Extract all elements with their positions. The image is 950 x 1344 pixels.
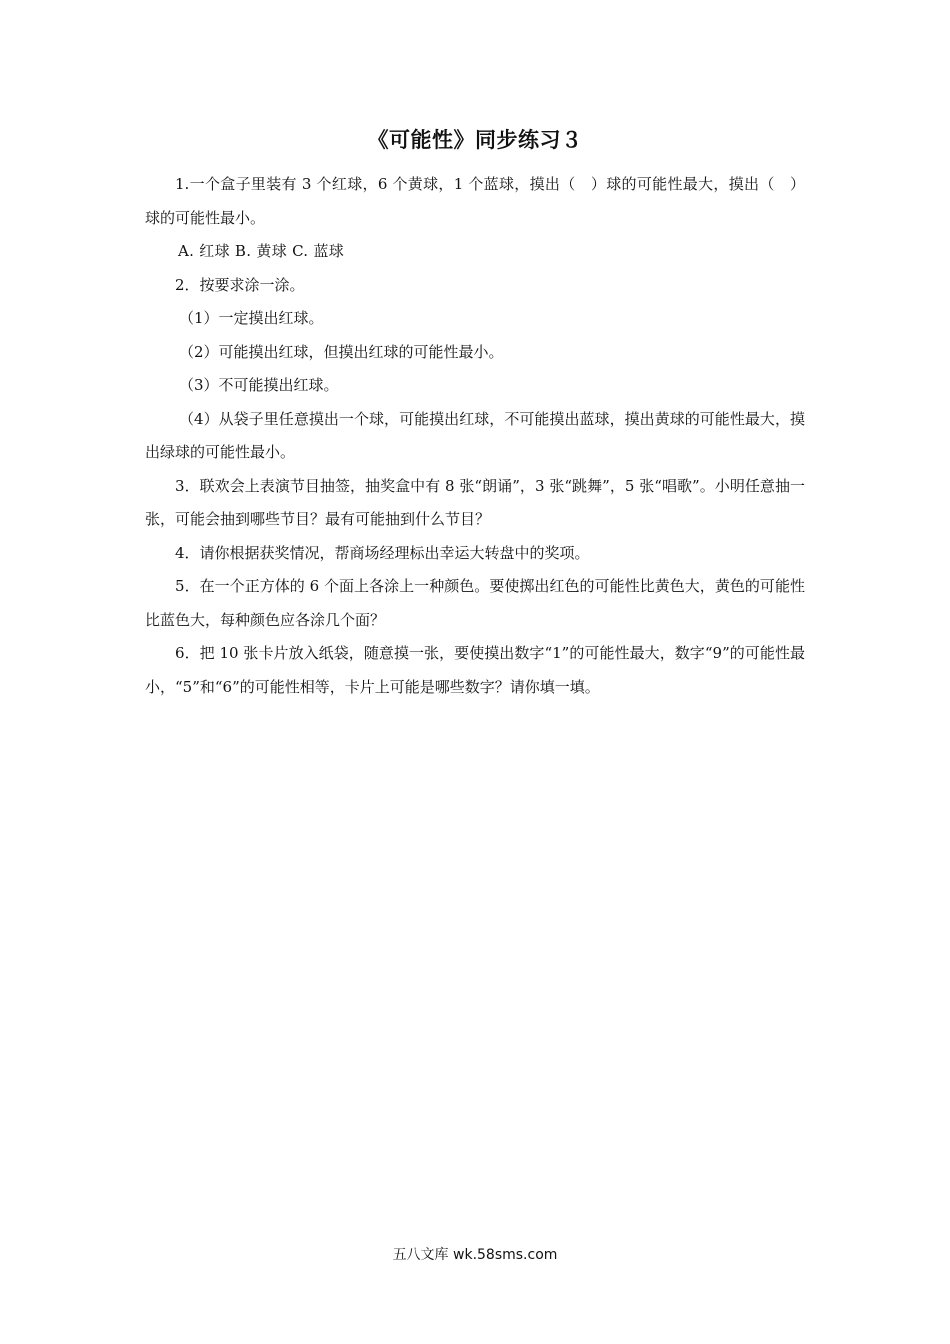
question-2-item-3: （3）不可能摸出红球。 [179,376,339,394]
question-6: 6．把 10 张卡片放入纸袋，随意摸一张，要使摸出数字“1”的可能性最大，数字“9”的可能性最小，“5”和“6”的可能性相等，卡片上可能是哪些数字？请你填一填。 [145,644,805,696]
question-2-item-4: （4）从袋子里任意摸出一个球，可能摸出红球，不可能摸出蓝球，摸出黄球的可能性最大，摸出绿球的可能性最小。 [145,409,805,461]
question-3: 3．联欢会上表演节目抽签，抽奖盒中有 8 张“朗诵”，3 张“跳舞”，5 张“唱歌”。小明任意抽一张，可能会抽到哪些节目？最有可能抽到什么节目？ [145,476,805,528]
question-1-options: A. 红球 B. 黄球 C. 蓝球 [178,242,345,260]
page-footer: 五八文库 wk.58sms.com [392,1247,558,1263]
question-5: 5．在一个正方体的 6 个面上各涂上一种颜色。要使掷出红色的可能性比黄色大，黄色的可能性比蓝色大，每种颜色应各涂几个面？ [145,577,805,629]
question-2: 2．按要求涂一涂。 [175,275,305,294]
question-2-item-1: （1）一定摸出红球。 [179,309,324,327]
question-1: 1.一个盒子里装有 3 个红球，6 个黄球，1 个蓝球，摸出（ ）球的可能性最大，摸出（ ）球的可能性最小。 [145,175,805,227]
page-title: 《可能性》同步练习３ [367,128,583,152]
question-4: 4．请你根据获奖情况，帮商场经理标出幸运大转盘中的奖项。 [175,543,590,562]
question-2-item-2: （2）可能摸出红球，但摸出红球的可能性最小。 [179,342,504,361]
document-body [145,168,805,704]
